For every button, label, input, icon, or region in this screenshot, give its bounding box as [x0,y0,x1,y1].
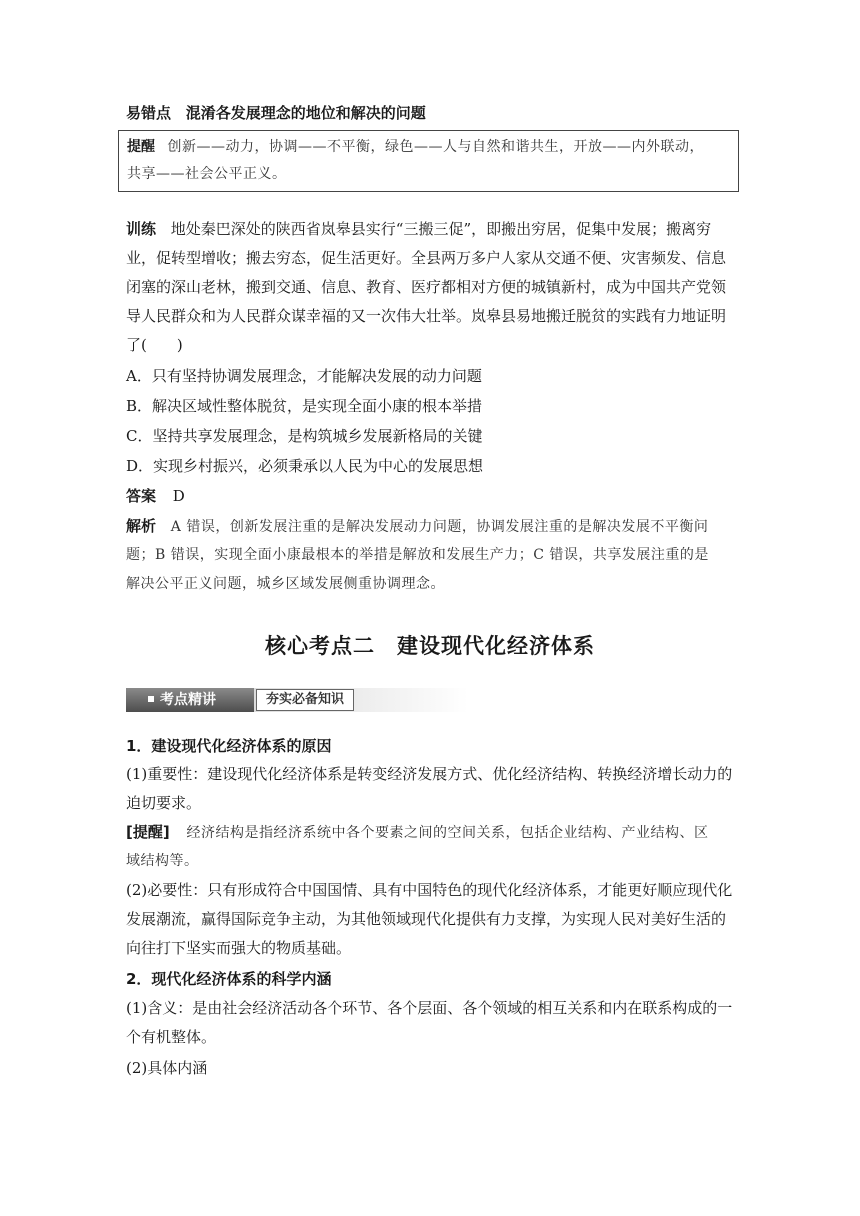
tip-text-1: 经济结构是指经济系统中各个要素之间的空间关系，包括企业结构、产业结构、区 [186,825,709,841]
exercise-line-1 [126,215,711,243]
p2-1-line-1: (1)含义：是由社会经济活动各个环节、各个层面、各个领域的相互关系和内在联系构成的一 [126,999,733,1017]
exercise-line-3: 闭塞的深山老林，搬到交通、信息、教育、医疗都相对方便的城镇新村，成为中国共产党领 [126,278,727,296]
exercise-line-5: 了( ) [126,336,183,354]
p1-2-line-1: (2)必要性：只有形成符合中国国情、具有中国特色的现代化经济体系，才能更好顺应现代化 [126,881,733,899]
option-a: A．只有坚持协调发展理念，才能解决发展的动力问题 [126,367,482,385]
analysis-label: 解析 [126,517,157,535]
banner-tag: 夯实必备知识 [256,689,354,711]
mistake-label: 易错点 [126,104,172,122]
tip-line-2: 域结构等。 [126,853,199,869]
key-point-banner [126,687,468,713]
tip-label: [提醒] [126,823,170,841]
p1-2-line-2: 发展潮流，赢得国际竞争主动，为其他领域现代化提供有力支撑，为实现人民对美好生活的 [126,910,727,928]
banner-dark-text: 考点精讲 [160,692,216,708]
analysis-line-1 [126,512,708,541]
exercise-line-4: 导人民群众和为人民群众谋幸福的又一次伟大壮举。岚皋县易地搬迁脱贫的实践有力地证明 [126,307,727,325]
p2-title: 2．现代化经济体系的科学内涵 [126,970,332,988]
exercise-text-1: 地处秦巴深处的陕西省岚皋县实行“三搬三促”，即搬出穷居，促集中发展；搬离穷 [170,220,712,238]
option-d: D．实现乡村振兴，必须秉承以人民为中心的发展思想 [126,457,484,475]
analysis-line-2: 题；B 错误，实现全面小康最根本的举措是解放和发展生产力；C 错误，共享发展注重的是 [126,547,709,563]
p1-2-line-3: 向往打下坚实而强大的物质基础。 [126,939,352,957]
option-c: C．坚持共享发展理念，是构筑城乡发展新格局的关键 [126,427,483,445]
tip-line-1 [126,818,709,847]
tip-box-text-2: 共享——社会公平正义。 [127,166,287,182]
tip-box-line-1 [127,133,704,161]
answer-line [126,482,185,510]
square-bullet-icon [148,696,154,702]
exercise-label: 训练 [126,220,157,238]
banner-dark-label [126,688,254,712]
answer-label: 答案 [126,487,157,505]
exercise-line-2: 业，促转型增收；搬去穷态，促生活更好。全县两万多户人家从交通不便、灾害频发、信息 [126,249,727,267]
tip-box-text-1: 创新——动力，协调——不平衡，绿色——人与自然和谐共生，开放——内外联动， [167,139,704,155]
p1-1-line-2: 迫切要求。 [126,794,202,812]
tip-box [118,130,739,192]
tip-box-line-2 [127,160,287,188]
analysis-line-3: 解决公平正义问题，城乡区域发展侧重协调理念。 [126,576,445,592]
option-b: B．解决区域性整体脱贫，是实现全面小康的根本举措 [126,397,483,415]
p2-1-line-2: 个有机整体。 [126,1028,217,1046]
section-heading: 核心考点二 建设现代化经济体系 [265,634,595,658]
p1-1-line-1: (1)重要性：建设现代化经济体系是转变经济发展方式、优化经济结构、转换经济增长动力的 [126,765,733,783]
mistake-title: 混淆各发展理念的地位和解决的问题 [185,104,426,122]
answer-value: D [172,487,185,505]
analysis-text-1: A 错误，创新发展注重的是解决发展动力问题，协调发展注重的是解决发展不平衡问 [170,519,709,535]
p2-2: (2)具体内涵 [126,1059,208,1077]
mistake-heading [126,99,426,127]
tip-box-label: 提醒 [127,139,155,155]
p1-title: 1．建设现代化经济体系的原因 [126,737,332,755]
